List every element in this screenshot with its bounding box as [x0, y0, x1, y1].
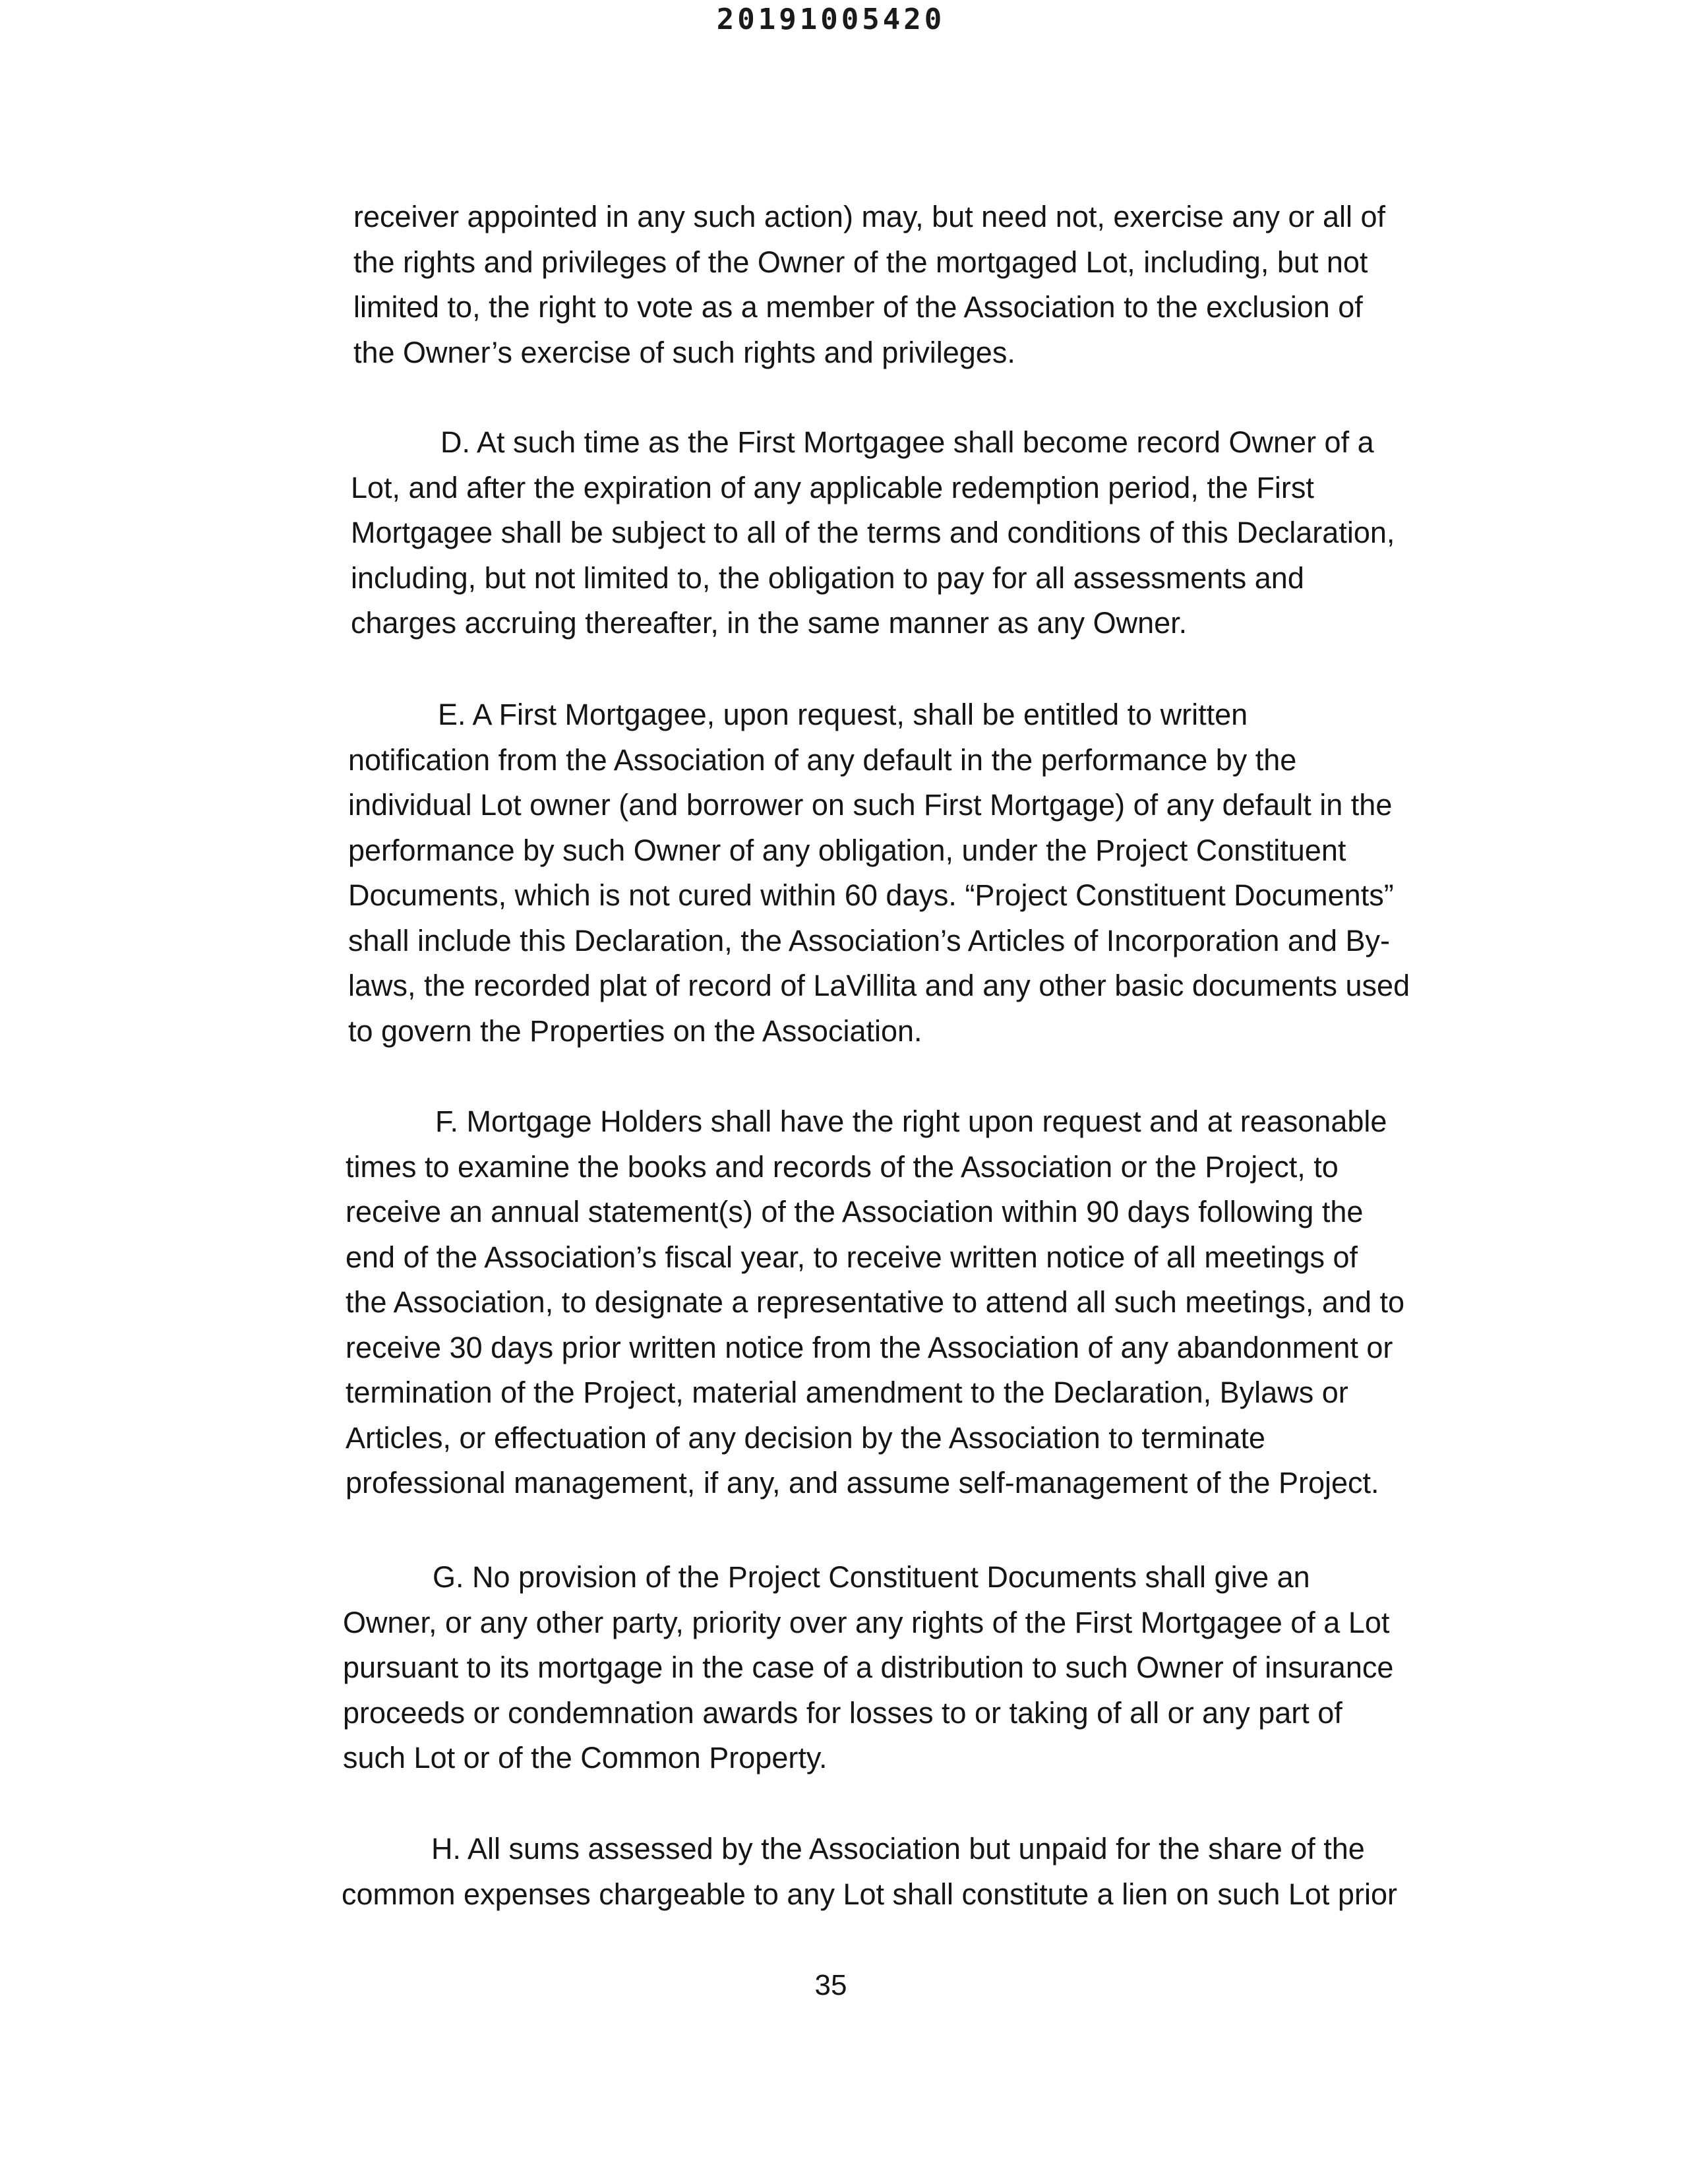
paragraph-line: limited to, the right to vote as a member of the Association to the exclusion of [353, 290, 1363, 324]
paragraph-line: performance by such Owner of any obligation, under the Project Constituent [348, 833, 1346, 867]
paragraph-line: end of the Association’s fiscal year, to receive written notice of all meetings of [346, 1240, 1358, 1274]
paragraph-line: such Lot or of the Common Property. [343, 1741, 828, 1774]
paragraph-c-continued [353, 195, 1385, 375]
paragraph-line: professional management, if any, and assume self-management of the Project. [346, 1466, 1379, 1500]
paragraph-h [342, 1827, 1397, 1917]
paragraph-line: H. All sums assessed by the Association but unpaid for the share of the [431, 1832, 1365, 1866]
paragraph-line: the Owner’s exercise of such rights and privileges. [353, 335, 1015, 369]
paragraph-line: notification from the Association of any default in the performance by the [348, 743, 1297, 777]
paragraph-line: common expenses chargeable to any Lot shall constitute a lien on such Lot prior [342, 1877, 1397, 1911]
paragraph-f [346, 1099, 1404, 1506]
paragraph-line: termination of the Project, material amendment to the Declaration, Bylaws or [346, 1376, 1348, 1409]
paragraph-line: E. A First Mortgagee, upon request, shall be entitled to written [438, 698, 1248, 731]
paragraph-line: receive an annual statement(s) of the Association within 90 days following the [346, 1195, 1364, 1228]
paragraph-line: F. Mortgage Holders shall have the right upon request and at reasonable [435, 1105, 1387, 1138]
paragraph-line: the rights and privileges of the Owner of the mortgaged Lot, including, but not [353, 245, 1368, 279]
paragraph-line: pursuant to its mortgage in the case of a distribution to such Owner of insurance [343, 1651, 1394, 1684]
paragraph-line: charges accruing thereafter, in the same manner as any Owner. [351, 606, 1188, 640]
paragraph-line: the Association, to designate a representative to attend all such meetings, and to [346, 1285, 1405, 1319]
paragraph-line: Lot, and after the expiration of any applicable redemption period, the First [351, 470, 1314, 504]
paragraph-line: G. No provision of the Project Constituent Documents shall give an [433, 1560, 1310, 1594]
paragraph-line: including, but not limited to, the obligation to pay for all assessments and [351, 561, 1304, 595]
paragraph-d [351, 420, 1395, 646]
paragraph-line: Documents, which is not cured within 60 days. “Project Constituent Documents” [348, 878, 1394, 912]
paragraph-line: Mortgagee shall be subject to all of the terms and conditions of this Declaration, [351, 516, 1395, 549]
document-number: 20191005420 [716, 3, 946, 36]
paragraph-line: individual Lot owner (and borrower on such First Mortgage) of any default in the [348, 788, 1393, 822]
paragraph-e [348, 692, 1410, 1054]
paragraph-line: times to examine the books and records of the Association or the Project, to [346, 1149, 1339, 1184]
paragraph-g [343, 1555, 1393, 1781]
page-number: 35 [814, 1969, 847, 2001]
paragraph-line: shall include this Declaration, the Association’s Articles of Incorporation and By- [348, 923, 1391, 957]
paragraph-line: receive 30 days prior written notice from the Association of any abandonment or [346, 1330, 1393, 1364]
paragraph-line: laws, the recorded plat of record of LaVillita and any other basic documents used [348, 969, 1410, 1002]
paragraph-line: to govern the Properties on the Association. [348, 1014, 922, 1048]
paragraph-line: proceeds or condemnation awards for losses to or taking of all or any part of [343, 1695, 1342, 1730]
paragraph-line: Articles, or effectuation of any decision by the Association to terminate [346, 1420, 1265, 1455]
paragraph-line: Owner, or any other party, priority over any rights of the First Mortgagee of a Lot [343, 1605, 1390, 1639]
paragraph-line: receiver appointed in any such action) may, but need not, exercise any or all of [353, 200, 1386, 233]
paragraph-line: D. At such time as the First Mortgagee shall become record Owner of a [440, 425, 1374, 459]
